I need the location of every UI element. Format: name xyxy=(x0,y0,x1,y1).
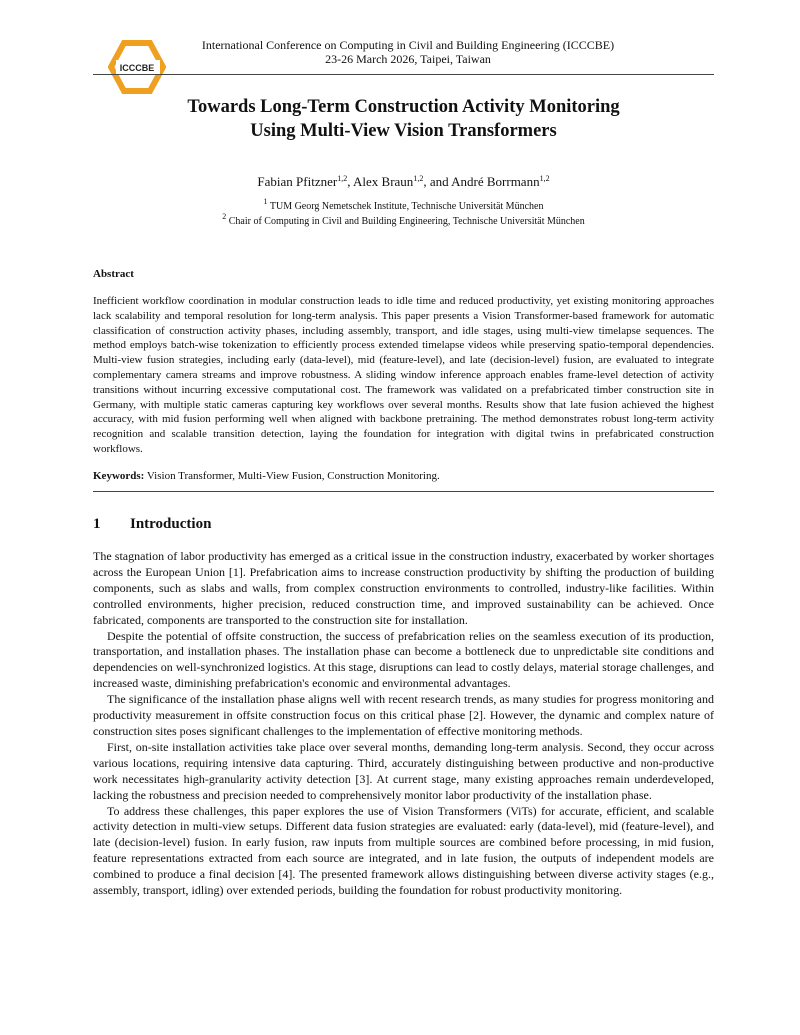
section-heading xyxy=(93,516,211,533)
paragraph: The significance of the installation phase aligns well with recent research trends, as many studies for progress monitoring and productivity measurement in offsite construction focus on this critical phase [2]. However, the dynamic and complex nature of construction sites poses significant challenges to the implementation of effective monitoring methods. xyxy=(93,692,714,738)
paragraph: First, on-site installation activities take place over several months, demanding long-term analysis. Second, they occur across various locations, requiring intensive data capturing. Third, accurately distinguishing between productive and non-productive work necessitates high-granularity activity detection [3]. At current stage, many existing approaches remain underdeveloped, lacking the robustness and precision needed to comprehensively monitor labor productivity of the installation phase. xyxy=(93,739,714,802)
author-affiliation-mark: 1,2 xyxy=(539,174,550,183)
section-title: Introduction xyxy=(130,516,212,532)
author-affiliation-mark: 1,2 xyxy=(413,174,424,183)
abstract-text: Inefficient workflow coordination in modular construction leads to idle time and reduced productivity, yet existing monitoring approaches lack scalability and temporal resolution for long-term analysis. This paper presents a Vision Transformer-based framework for automatic classification of construction activity phases, including assembly, transport, and idle stages, using multi-view timelapse sequences. The method employs batch-wise tokenization to efficiently process extended timelapse videos while preserving spatio-temporal dependencies. Multi-view fusion strategies, including early (data-level), mid (feature-level), and late (decision-level) fusion, are evaluated to integrate complementary camera streams and improve robustness. A sliding window inference approach enables frame-level detection of activity transitions without incurring excessive computational cost. The framework was validated on a prefabricated timber construction site in Germany, with multiple static cameras capturing key workflows over several months. Results show that late fusion achieved the highest accuracy, with mid fusion performing well when aligned with backbone pretraining. The method demonstrates robust long-term activity recognition and scalable transition detection, laying the foundation for integration with digital twins in prefabricated construction workflows. xyxy=(93,295,714,455)
author-name: Alex Braun xyxy=(353,174,414,189)
logo-hexagon-icon xyxy=(108,40,166,94)
title-line: Towards Long-Term Construction Activity Monitoring xyxy=(187,97,620,117)
keywords-text: Vision Transformer, Multi-View Fusion, Construction Monitoring. xyxy=(146,470,440,482)
paragraph: Despite the potential of offsite construction, the success of prefabrication relies on the seamless execution of its production, transportation, and installation phases. The installation phase can become a bottleneck due to unpredictable site conditions and dependencies on well-synchronized logistics. At this stage, disruptions can lead to costly delays, material storage challenges, and increased waste, diminishing prefabrication's economic and environmental advantages. xyxy=(93,628,714,691)
author-name: André Borrmann xyxy=(451,174,540,189)
paragraph: The stagnation of labor productivity has emerged as a critical issue in the construction industry, exacerbated by worker shortages across the European Union [1]. Prefabrication aims to increase construction productivity by shifting the production of building components, such as slabs and walls, from complex construction environments to controlled, industry-like facilities. Within controlled environments, higher precision, reduced construction time, and improved sustainability can be achieved. Once fabricated, components are transported to the construction site for installation. xyxy=(93,549,714,627)
keywords-divider xyxy=(93,491,714,492)
affiliation-text: TUM Georg Nemetschek Institute, Technische Universität München xyxy=(269,201,544,212)
affiliation xyxy=(93,197,714,213)
conference-logo xyxy=(108,40,166,94)
keywords-label: Keywords: xyxy=(93,470,145,482)
conference-name: International Conference on Computing in Civil and Building Engineering (ICCCBE) xyxy=(201,38,615,52)
conference-date-location: 23-26 March 2026, Taipei, Taiwan xyxy=(325,52,491,66)
section-body xyxy=(93,549,714,899)
author-list xyxy=(93,174,714,190)
abstract-heading: Abstract xyxy=(93,268,134,280)
affiliation xyxy=(93,212,714,228)
logo-text: ICCCBE xyxy=(119,63,155,73)
author-separator: , and xyxy=(423,174,452,189)
paper-title xyxy=(93,95,714,143)
affiliation-mark: 2 xyxy=(222,212,227,221)
paragraph: To address these challenges, this paper explores the use of Vision Transformers (ViTs) for accurate, efficient, and scalable activity detection in multi-view setups. Different data fusion strategies are evaluated: early (data-level), mid (feature-level), and late (decision-level) fusion. In early fusion, raw inputs from multiple sources are combined before processing, in mid fusion, feature representations extracted from each source are integrated, and in late fusion, the outputs of independent models are combined to produce a final decision [4]. The presented framework allows distinguishing between diverse activity stages (e.g., assembly, transport, idling) over extended periods, building the foundation for robust productivity monitoring. xyxy=(93,803,714,898)
section-number: 1 xyxy=(93,516,101,532)
running-header xyxy=(168,38,648,66)
affiliation-text: Chair of Computing in Civil and Building Engineering, Technische Universität München xyxy=(228,216,585,227)
keywords xyxy=(93,470,440,482)
header-divider xyxy=(93,74,714,75)
author-separator: , xyxy=(347,174,354,189)
affiliation-mark: 1 xyxy=(263,197,268,206)
author-name: Fabian Pfitzner xyxy=(257,174,338,189)
author-affiliation-mark: 1,2 xyxy=(337,174,348,183)
title-line: Using Multi-View Vision Transformers xyxy=(250,121,557,141)
